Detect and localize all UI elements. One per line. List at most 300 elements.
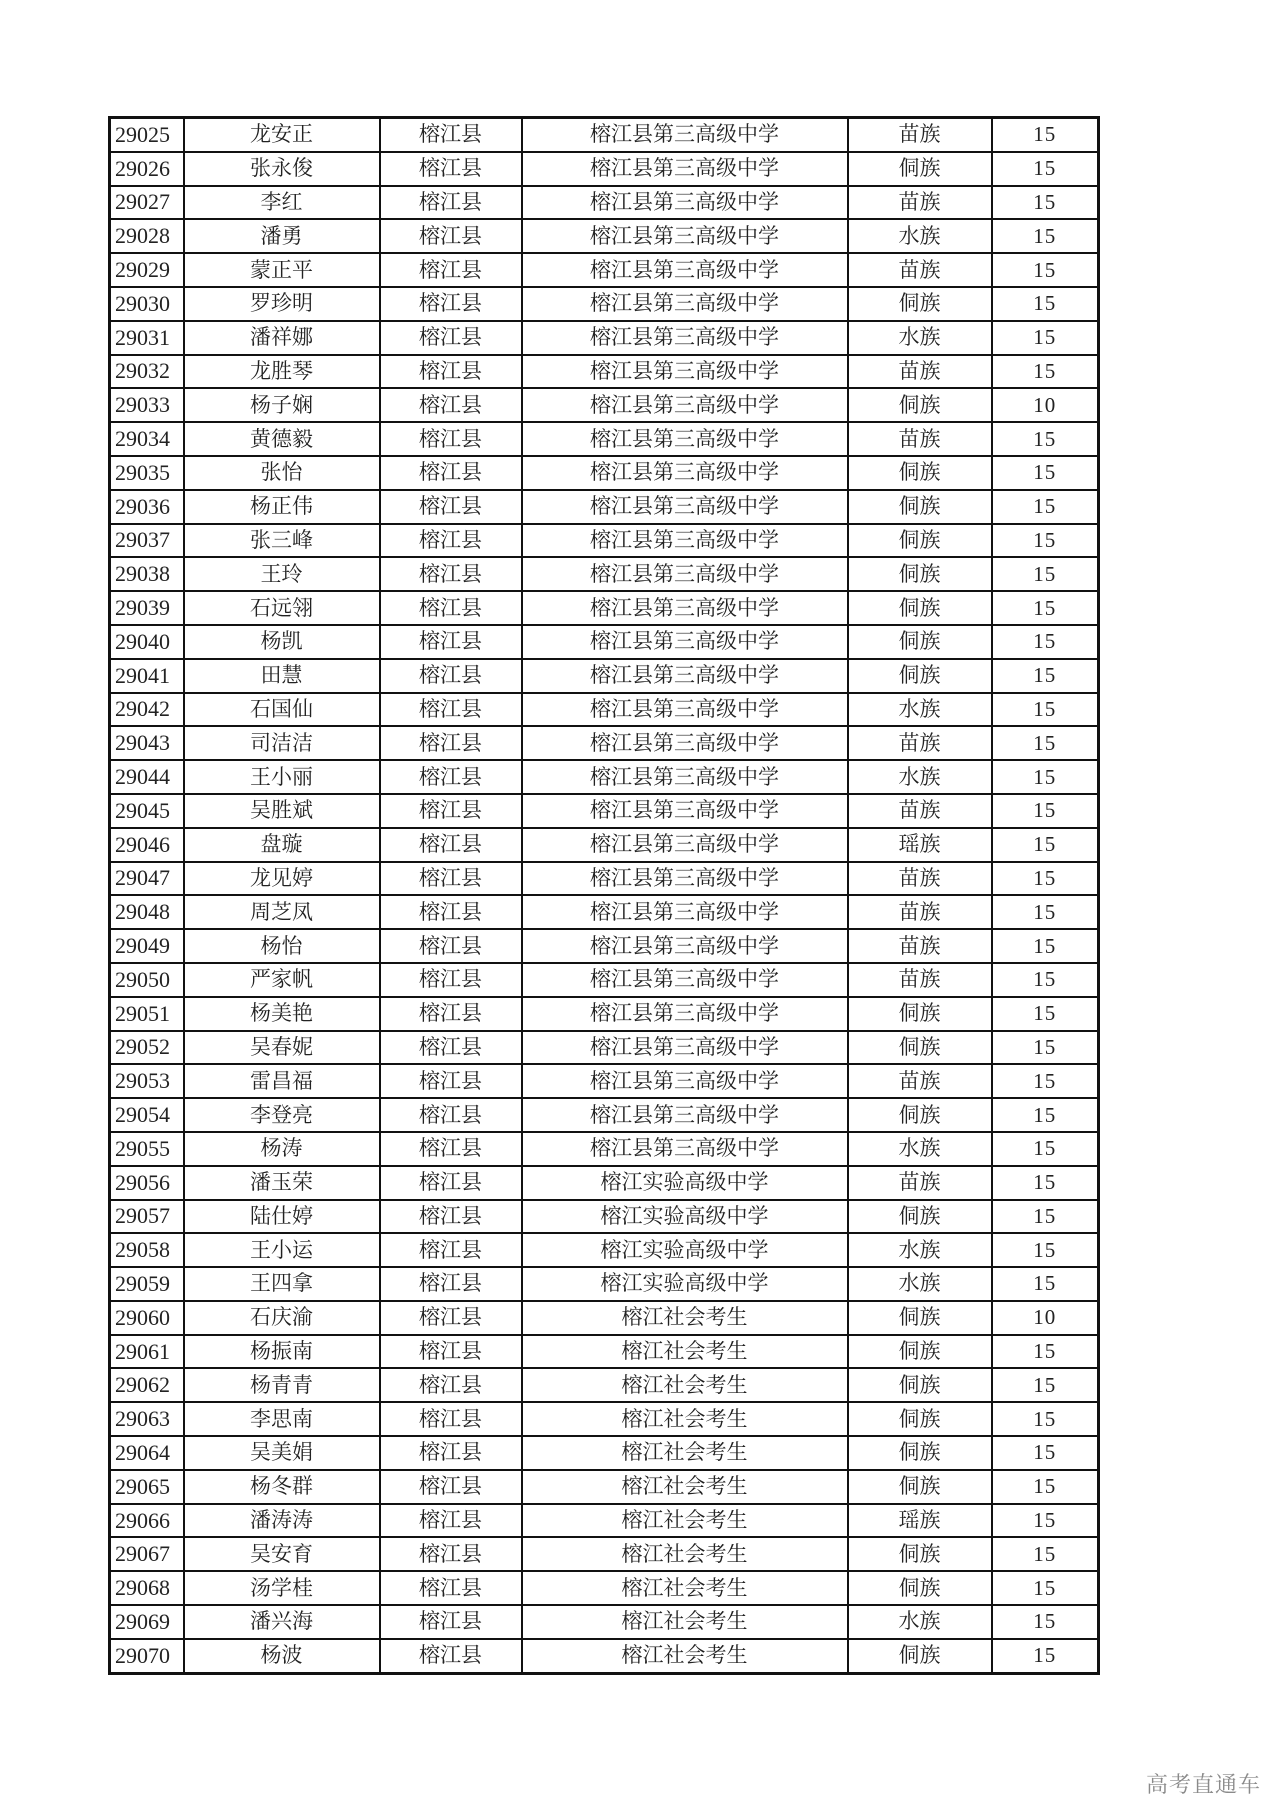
county-cell: 榕江县: [380, 1335, 522, 1369]
county-cell: 榕江县: [380, 321, 522, 355]
school-cell: 榕江社会考生: [522, 1335, 848, 1369]
school-cell: 榕江社会考生: [522, 1605, 848, 1639]
table-row: [110, 693, 1099, 727]
school-cell: 榕江县第三高级中学: [522, 388, 848, 422]
school-cell: 榕江县第三高级中学: [522, 997, 848, 1031]
ethnicity-cell: 苗族: [848, 422, 992, 456]
ethnicity-cell: 苗族: [848, 726, 992, 760]
bonus-score-cell: 15: [992, 456, 1099, 490]
table-row: [110, 1605, 1099, 1639]
name-cell: 王四拿: [184, 1267, 380, 1301]
table-row: [110, 422, 1099, 456]
bonus-score-cell: 15: [992, 895, 1099, 929]
table-row: [110, 1335, 1099, 1369]
name-cell: 李思南: [184, 1402, 380, 1436]
exam-id-cell: 29034: [110, 422, 184, 456]
ethnicity-cell: 侗族: [848, 287, 992, 321]
bonus-score-cell: 15: [992, 1605, 1099, 1639]
exam-id-cell: 29029: [110, 253, 184, 287]
school-cell: 榕江县第三高级中学: [522, 794, 848, 828]
exam-id-cell: 29042: [110, 693, 184, 727]
exam-id-cell: 29039: [110, 591, 184, 625]
bonus-score-cell: 15: [992, 929, 1099, 963]
school-cell: 榕江社会考生: [522, 1301, 848, 1335]
table-row: [110, 963, 1099, 997]
bonus-score-cell: 15: [992, 321, 1099, 355]
ethnicity-cell: 侗族: [848, 152, 992, 186]
county-cell: 榕江县: [380, 219, 522, 253]
exam-id-cell: 29054: [110, 1098, 184, 1132]
county-cell: 榕江县: [380, 1267, 522, 1301]
ethnicity-cell: 水族: [848, 693, 992, 727]
bonus-score-cell: 15: [992, 1132, 1099, 1166]
exam-id-cell: 29040: [110, 625, 184, 659]
bonus-score-cell: 15: [992, 997, 1099, 1031]
county-cell: 榕江县: [380, 760, 522, 794]
exam-id-cell: 29031: [110, 321, 184, 355]
exam-id-cell: 29066: [110, 1504, 184, 1538]
table-row: [110, 1064, 1099, 1098]
county-cell: 榕江县: [380, 118, 522, 152]
exam-id-cell: 29044: [110, 760, 184, 794]
exam-id-cell: 29062: [110, 1368, 184, 1402]
school-cell: 榕江县第三高级中学: [522, 186, 848, 220]
name-cell: 司洁洁: [184, 726, 380, 760]
table-row: [110, 1267, 1099, 1301]
exam-id-cell: 29041: [110, 659, 184, 693]
exam-id-cell: 29038: [110, 557, 184, 591]
county-cell: 榕江县: [380, 490, 522, 524]
school-cell: 榕江县第三高级中学: [522, 963, 848, 997]
exam-id-cell: 29046: [110, 828, 184, 862]
name-cell: 潘祥娜: [184, 321, 380, 355]
bonus-score-cell: 15: [992, 693, 1099, 727]
county-cell: 榕江县: [380, 524, 522, 558]
name-cell: 蒙正平: [184, 253, 380, 287]
bonus-score-cell: 15: [992, 1368, 1099, 1402]
table-row: [110, 997, 1099, 1031]
ethnicity-cell: 侗族: [848, 1031, 992, 1065]
exam-id-cell: 29056: [110, 1166, 184, 1200]
table-row: [110, 118, 1099, 152]
bonus-score-cell: 15: [992, 1200, 1099, 1234]
school-cell: 榕江实验高级中学: [522, 1200, 848, 1234]
name-cell: 黄德毅: [184, 422, 380, 456]
school-cell: 榕江实验高级中学: [522, 1267, 848, 1301]
name-cell: 龙安正: [184, 118, 380, 152]
exam-id-cell: 29067: [110, 1537, 184, 1571]
table-row: [110, 219, 1099, 253]
table-row: [110, 388, 1099, 422]
name-cell: 龙见婷: [184, 862, 380, 896]
county-cell: 榕江县: [380, 1436, 522, 1470]
name-cell: 杨美艳: [184, 997, 380, 1031]
county-cell: 榕江县: [380, 963, 522, 997]
ethnicity-cell: 水族: [848, 1605, 992, 1639]
name-cell: 石远翎: [184, 591, 380, 625]
bonus-score-cell: 15: [992, 219, 1099, 253]
county-cell: 榕江县: [380, 929, 522, 963]
name-cell: 潘涛涛: [184, 1504, 380, 1538]
ethnicity-cell: 水族: [848, 219, 992, 253]
school-cell: 榕江县第三高级中学: [522, 524, 848, 558]
name-cell: 田慧: [184, 659, 380, 693]
table-row: [110, 625, 1099, 659]
table-row: [110, 1098, 1099, 1132]
exam-id-cell: 29059: [110, 1267, 184, 1301]
school-cell: 榕江县第三高级中学: [522, 726, 848, 760]
table-row: [110, 287, 1099, 321]
county-cell: 榕江县: [380, 1064, 522, 1098]
table-row: [110, 1639, 1099, 1673]
bonus-score-cell: 15: [992, 1571, 1099, 1605]
exam-id-cell: 29064: [110, 1436, 184, 1470]
ethnicity-cell: 苗族: [848, 929, 992, 963]
bonus-score-cell: 15: [992, 524, 1099, 558]
county-cell: 榕江县: [380, 1504, 522, 1538]
table-row: [110, 1402, 1099, 1436]
table-row: [110, 490, 1099, 524]
exam-id-cell: 29025: [110, 118, 184, 152]
name-cell: 周芝凤: [184, 895, 380, 929]
ethnicity-cell: 侗族: [848, 1436, 992, 1470]
name-cell: 王小丽: [184, 760, 380, 794]
ethnicity-cell: 侗族: [848, 997, 992, 1031]
ethnicity-cell: 水族: [848, 1233, 992, 1267]
name-cell: 盘璇: [184, 828, 380, 862]
bonus-score-cell: 10: [992, 1301, 1099, 1335]
bonus-score-cell: 15: [992, 186, 1099, 220]
ethnicity-cell: 苗族: [848, 862, 992, 896]
ethnicity-cell: 水族: [848, 321, 992, 355]
county-cell: 榕江县: [380, 794, 522, 828]
name-cell: 潘玉荣: [184, 1166, 380, 1200]
ethnicity-cell: 侗族: [848, 1402, 992, 1436]
name-cell: 张三峰: [184, 524, 380, 558]
bonus-score-cell: 15: [992, 963, 1099, 997]
school-cell: 榕江社会考生: [522, 1639, 848, 1673]
ethnicity-cell: 侗族: [848, 591, 992, 625]
bonus-score-cell: 15: [992, 1436, 1099, 1470]
name-cell: 吴安育: [184, 1537, 380, 1571]
county-cell: 榕江县: [380, 591, 522, 625]
bonus-score-cell: 15: [992, 760, 1099, 794]
name-cell: 李登亮: [184, 1098, 380, 1132]
exam-id-cell: 29069: [110, 1605, 184, 1639]
ethnicity-cell: 水族: [848, 1132, 992, 1166]
table-row: [110, 355, 1099, 389]
school-cell: 榕江县第三高级中学: [522, 422, 848, 456]
exam-id-cell: 29027: [110, 186, 184, 220]
exam-id-cell: 29068: [110, 1571, 184, 1605]
exam-id-cell: 29053: [110, 1064, 184, 1098]
school-cell: 榕江县第三高级中学: [522, 828, 848, 862]
name-cell: 杨振南: [184, 1335, 380, 1369]
exam-id-cell: 29052: [110, 1031, 184, 1065]
county-cell: 榕江县: [380, 1031, 522, 1065]
bonus-score-cell: 15: [992, 355, 1099, 389]
school-cell: 榕江社会考生: [522, 1436, 848, 1470]
table-row: [110, 1200, 1099, 1234]
ethnicity-cell: 侗族: [848, 1098, 992, 1132]
county-cell: 榕江县: [380, 1470, 522, 1504]
table-row: [110, 760, 1099, 794]
bonus-score-cell: 15: [992, 253, 1099, 287]
bonus-score-cell: 15: [992, 118, 1099, 152]
school-cell: 榕江县第三高级中学: [522, 152, 848, 186]
ethnicity-cell: 瑶族: [848, 828, 992, 862]
table-row: [110, 929, 1099, 963]
county-cell: 榕江县: [380, 287, 522, 321]
school-cell: 榕江县第三高级中学: [522, 659, 848, 693]
county-cell: 榕江县: [380, 1200, 522, 1234]
exam-id-cell: 29060: [110, 1301, 184, 1335]
bonus-score-cell: 15: [992, 726, 1099, 760]
school-cell: 榕江县第三高级中学: [522, 591, 848, 625]
name-cell: 杨怡: [184, 929, 380, 963]
school-cell: 榕江县第三高级中学: [522, 490, 848, 524]
exam-id-cell: 29033: [110, 388, 184, 422]
bonus-score-cell: 15: [992, 1402, 1099, 1436]
table-row: [110, 1571, 1099, 1605]
school-cell: 榕江县第三高级中学: [522, 1098, 848, 1132]
name-cell: 杨涛: [184, 1132, 380, 1166]
school-cell: 榕江社会考生: [522, 1571, 848, 1605]
bonus-score-cell: 15: [992, 794, 1099, 828]
ethnicity-cell: 苗族: [848, 1064, 992, 1098]
county-cell: 榕江县: [380, 388, 522, 422]
name-cell: 吴胜斌: [184, 794, 380, 828]
exam-id-cell: 29048: [110, 895, 184, 929]
name-cell: 李红: [184, 186, 380, 220]
school-cell: 榕江社会考生: [522, 1402, 848, 1436]
exam-id-cell: 29043: [110, 726, 184, 760]
county-cell: 榕江县: [380, 1166, 522, 1200]
table-row: [110, 1537, 1099, 1571]
bonus-score-cell: 15: [992, 490, 1099, 524]
county-cell: 榕江县: [380, 1537, 522, 1571]
county-cell: 榕江县: [380, 152, 522, 186]
county-cell: 榕江县: [380, 1098, 522, 1132]
school-cell: 榕江社会考生: [522, 1470, 848, 1504]
ethnicity-cell: 侗族: [848, 1200, 992, 1234]
table-row: [110, 828, 1099, 862]
school-cell: 榕江社会考生: [522, 1368, 848, 1402]
exam-id-cell: 29051: [110, 997, 184, 1031]
exam-id-cell: 29058: [110, 1233, 184, 1267]
table-row: [110, 659, 1099, 693]
exam-id-cell: 29065: [110, 1470, 184, 1504]
county-cell: 榕江县: [380, 828, 522, 862]
table-row: [110, 321, 1099, 355]
table-row: [110, 1132, 1099, 1166]
bonus-score-cell: 15: [992, 1335, 1099, 1369]
name-cell: 潘勇: [184, 219, 380, 253]
bonus-score-cell: 15: [992, 1470, 1099, 1504]
name-cell: 严家帆: [184, 963, 380, 997]
exam-id-cell: 29030: [110, 287, 184, 321]
ethnicity-cell: 侗族: [848, 524, 992, 558]
school-cell: 榕江县第三高级中学: [522, 253, 848, 287]
school-cell: 榕江县第三高级中学: [522, 321, 848, 355]
table-row: [110, 895, 1099, 929]
table-row: [110, 557, 1099, 591]
county-cell: 榕江县: [380, 895, 522, 929]
exam-id-cell: 29047: [110, 862, 184, 896]
school-cell: 榕江县第三高级中学: [522, 456, 848, 490]
bonus-score-cell: 15: [992, 862, 1099, 896]
school-cell: 榕江县第三高级中学: [522, 118, 848, 152]
exam-id-cell: 29070: [110, 1639, 184, 1673]
ethnicity-cell: 侗族: [848, 490, 992, 524]
school-cell: 榕江县第三高级中学: [522, 1064, 848, 1098]
table-row: [110, 1504, 1099, 1538]
ethnicity-cell: 苗族: [848, 355, 992, 389]
bonus-score-cell: 15: [992, 1166, 1099, 1200]
county-cell: 榕江县: [380, 1301, 522, 1335]
table-row: [110, 524, 1099, 558]
exam-id-cell: 29055: [110, 1132, 184, 1166]
school-cell: 榕江县第三高级中学: [522, 355, 848, 389]
bonus-score-cell: 15: [992, 625, 1099, 659]
ethnicity-cell: 侗族: [848, 1537, 992, 1571]
school-cell: 榕江县第三高级中学: [522, 929, 848, 963]
ethnicity-cell: 侗族: [848, 557, 992, 591]
bonus-score-cell: 15: [992, 659, 1099, 693]
exam-id-cell: 29050: [110, 963, 184, 997]
exam-id-cell: 29037: [110, 524, 184, 558]
bonus-score-cell: 10: [992, 388, 1099, 422]
name-cell: 汤学桂: [184, 1571, 380, 1605]
roster-table-body: [110, 118, 1099, 1674]
ethnicity-cell: 苗族: [848, 963, 992, 997]
school-cell: 榕江县第三高级中学: [522, 693, 848, 727]
ethnicity-cell: 侗族: [848, 456, 992, 490]
county-cell: 榕江县: [380, 1639, 522, 1673]
table-row: [110, 591, 1099, 625]
name-cell: 杨波: [184, 1639, 380, 1673]
exam-id-cell: 29057: [110, 1200, 184, 1234]
county-cell: 榕江县: [380, 355, 522, 389]
bonus-score-cell: 15: [992, 287, 1099, 321]
county-cell: 榕江县: [380, 1402, 522, 1436]
table-row: [110, 794, 1099, 828]
table-row: [110, 1166, 1099, 1200]
county-cell: 榕江县: [380, 1368, 522, 1402]
ethnicity-cell: 苗族: [848, 118, 992, 152]
bonus-score-cell: 15: [992, 1504, 1099, 1538]
county-cell: 榕江县: [380, 1132, 522, 1166]
ethnicity-cell: 侗族: [848, 388, 992, 422]
name-cell: 潘兴海: [184, 1605, 380, 1639]
name-cell: 杨冬群: [184, 1470, 380, 1504]
name-cell: 吴美娟: [184, 1436, 380, 1470]
table-row: [110, 456, 1099, 490]
table-row: [110, 1301, 1099, 1335]
ethnicity-cell: 苗族: [848, 794, 992, 828]
name-cell: 张永俊: [184, 152, 380, 186]
bonus-score-cell: 15: [992, 1064, 1099, 1098]
exam-id-cell: 29028: [110, 219, 184, 253]
school-cell: 榕江县第三高级中学: [522, 1031, 848, 1065]
county-cell: 榕江县: [380, 1605, 522, 1639]
county-cell: 榕江县: [380, 557, 522, 591]
name-cell: 杨正伟: [184, 490, 380, 524]
school-cell: 榕江县第三高级中学: [522, 760, 848, 794]
name-cell: 杨子娴: [184, 388, 380, 422]
table-row: [110, 253, 1099, 287]
exam-id-cell: 29036: [110, 490, 184, 524]
ethnicity-cell: 侗族: [848, 659, 992, 693]
ethnicity-cell: 苗族: [848, 895, 992, 929]
table-row: [110, 152, 1099, 186]
exam-id-cell: 29063: [110, 1402, 184, 1436]
ethnicity-cell: 侗族: [848, 1368, 992, 1402]
ethnicity-cell: 水族: [848, 1267, 992, 1301]
county-cell: 榕江县: [380, 659, 522, 693]
ethnicity-cell: 侗族: [848, 1301, 992, 1335]
school-cell: 榕江县第三高级中学: [522, 1132, 848, 1166]
table-row: [110, 1436, 1099, 1470]
name-cell: 杨凯: [184, 625, 380, 659]
ethnicity-cell: 苗族: [848, 1166, 992, 1200]
bonus-score-cell: 15: [992, 828, 1099, 862]
exam-id-cell: 29061: [110, 1335, 184, 1369]
name-cell: 雷昌福: [184, 1064, 380, 1098]
county-cell: 榕江县: [380, 1571, 522, 1605]
bonus-score-cell: 15: [992, 1639, 1099, 1673]
school-cell: 榕江实验高级中学: [522, 1166, 848, 1200]
watermark: 高考直通车: [1146, 1773, 1262, 1798]
county-cell: 榕江县: [380, 186, 522, 220]
table-row: [110, 862, 1099, 896]
county-cell: 榕江县: [380, 253, 522, 287]
school-cell: 榕江社会考生: [522, 1504, 848, 1538]
ethnicity-cell: 苗族: [848, 186, 992, 220]
school-cell: 榕江县第三高级中学: [522, 895, 848, 929]
exam-id-cell: 29035: [110, 456, 184, 490]
bonus-score-cell: 15: [992, 422, 1099, 456]
name-cell: 龙胜琴: [184, 355, 380, 389]
county-cell: 榕江县: [380, 997, 522, 1031]
ethnicity-cell: 瑶族: [848, 1504, 992, 1538]
school-cell: 榕江县第三高级中学: [522, 219, 848, 253]
ethnicity-cell: 苗族: [848, 253, 992, 287]
name-cell: 罗珍明: [184, 287, 380, 321]
ethnicity-cell: 水族: [848, 760, 992, 794]
county-cell: 榕江县: [380, 422, 522, 456]
exam-id-cell: 29045: [110, 794, 184, 828]
ethnicity-cell: 侗族: [848, 1470, 992, 1504]
school-cell: 榕江社会考生: [522, 1537, 848, 1571]
school-cell: 榕江实验高级中学: [522, 1233, 848, 1267]
county-cell: 榕江县: [380, 693, 522, 727]
table-row: [110, 1368, 1099, 1402]
name-cell: 吴春妮: [184, 1031, 380, 1065]
county-cell: 榕江县: [380, 862, 522, 896]
roster-table: [108, 116, 1100, 1675]
ethnicity-cell: 侗族: [848, 1571, 992, 1605]
county-cell: 榕江县: [380, 726, 522, 760]
name-cell: 张怡: [184, 456, 380, 490]
bonus-score-cell: 15: [992, 1031, 1099, 1065]
county-cell: 榕江县: [380, 625, 522, 659]
exam-id-cell: 29049: [110, 929, 184, 963]
bonus-score-cell: 15: [992, 557, 1099, 591]
table-row: [110, 1233, 1099, 1267]
name-cell: 王小运: [184, 1233, 380, 1267]
bonus-score-cell: 15: [992, 1233, 1099, 1267]
